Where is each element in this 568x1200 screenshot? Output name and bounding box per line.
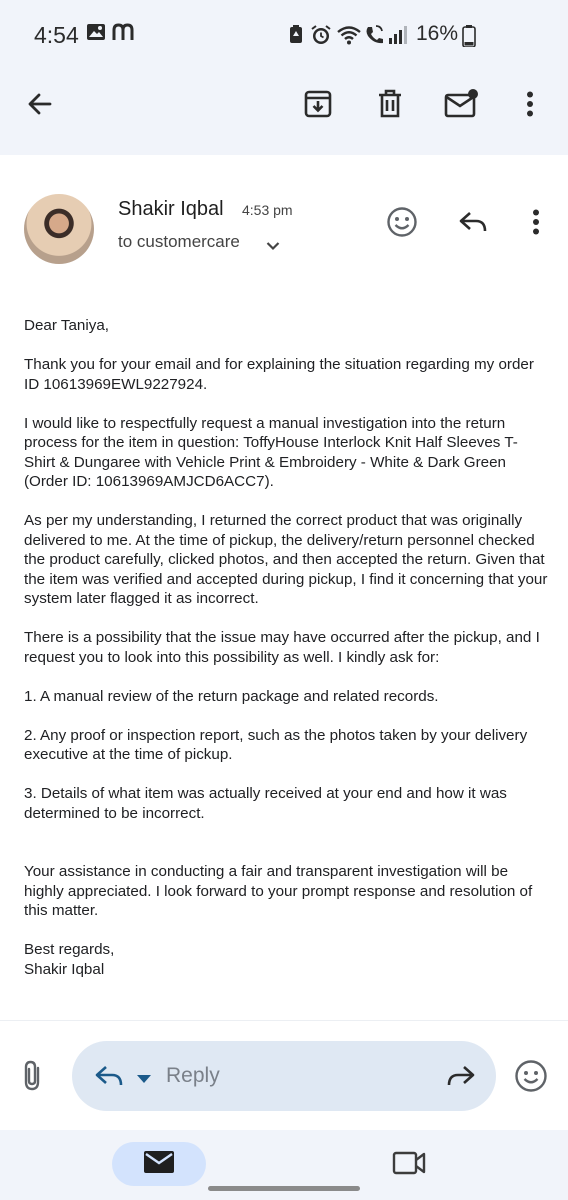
reply-options-caret-icon[interactable] bbox=[136, 1071, 152, 1089]
reply-icon bbox=[458, 209, 488, 240]
sent-time: 4:53 pm bbox=[242, 202, 293, 218]
body-paragraph: I would like to respectfully request a manual investigation into the return process for the item in question: ToffyHouse Interlock Knit Half Sleeves T-Shirt & Dungaree with Vehicle Print & Embroidery - White & Dark Green (Order ID: 10613969AMJCD6ACC7). bbox=[24, 414, 518, 490]
emoji-button[interactable] bbox=[514, 1059, 548, 1098]
attach-button[interactable] bbox=[18, 1059, 48, 1098]
mail-icon bbox=[143, 1149, 175, 1180]
trash-icon bbox=[377, 89, 403, 124]
reply-bar bbox=[0, 1020, 568, 1130]
nav-mail-tab[interactable] bbox=[112, 1142, 206, 1186]
add-reaction-button[interactable] bbox=[384, 206, 420, 242]
signature: Best regards, Shakir Iqbal bbox=[24, 941, 115, 978]
sender-name[interactable]: Shakir Iqbal bbox=[118, 198, 224, 220]
alarm-icon bbox=[310, 24, 332, 51]
wifi-icon bbox=[336, 24, 362, 51]
forward-icon[interactable] bbox=[446, 1063, 476, 1094]
body-paragraph: Your assistance in conducting a fair and transparent investigation will be highly appreciated. I look forward to your prompt response and resolution of this matter. bbox=[24, 863, 533, 919]
reply-input[interactable] bbox=[72, 1041, 496, 1111]
paperclip-icon bbox=[18, 1080, 48, 1097]
body-paragraph: 3. Details of what item was actually received at your end and how it was determined to be incorrect. bbox=[24, 785, 507, 822]
status-time: 4:54 bbox=[34, 22, 79, 48]
chevron-down-icon[interactable] bbox=[266, 238, 280, 256]
app-m-icon bbox=[112, 22, 134, 47]
mark-unread-button[interactable] bbox=[441, 86, 481, 126]
delete-button[interactable] bbox=[370, 86, 410, 126]
email-toolbar bbox=[0, 72, 568, 140]
mail-unread-icon bbox=[444, 89, 478, 124]
nav-meet-tab[interactable] bbox=[392, 1150, 426, 1181]
body-paragraph: Thank you for your email and for explaining the situation regarding my order ID 10613969EWL9227924. bbox=[24, 356, 534, 393]
battery-saver-icon bbox=[288, 24, 304, 49]
status-bar bbox=[0, 0, 568, 70]
back-button[interactable] bbox=[20, 86, 60, 126]
emoji-icon bbox=[514, 1080, 548, 1097]
body-paragraph: Dear Taniya, bbox=[24, 317, 109, 334]
email-body bbox=[24, 316, 549, 999]
gallery-icon bbox=[86, 22, 106, 47]
emoji-icon bbox=[386, 206, 418, 243]
archive-button[interactable] bbox=[298, 86, 338, 126]
sender-avatar[interactable] bbox=[24, 194, 94, 264]
sender-header bbox=[0, 170, 568, 280]
battery-percent: 16% bbox=[416, 22, 459, 45]
reply-button[interactable] bbox=[455, 206, 491, 242]
gesture-handle[interactable] bbox=[208, 1186, 360, 1191]
body-paragraph: There is a possibility that the issue may have occurred after the pickup, and I request you to look into this possibility as well. I kindly ask for: bbox=[24, 629, 540, 666]
more-vert-icon bbox=[532, 209, 540, 240]
battery-icon bbox=[462, 25, 476, 52]
recipient-label[interactable]: to customercare bbox=[118, 232, 240, 251]
reply-placeholder: Reply bbox=[166, 1064, 220, 1087]
back-arrow-icon bbox=[26, 90, 54, 123]
more-options-button[interactable] bbox=[510, 86, 550, 126]
more-vert-icon bbox=[526, 91, 534, 122]
signal-icon bbox=[388, 26, 410, 49]
video-camera-icon bbox=[392, 1163, 426, 1180]
body-paragraph: 1. A manual review of the return package and related records. bbox=[24, 687, 439, 705]
reply-icon bbox=[94, 1063, 124, 1094]
message-more-button[interactable] bbox=[518, 206, 554, 242]
archive-icon bbox=[303, 89, 333, 124]
wifi-calling-icon bbox=[364, 24, 384, 51]
body-paragraph: 2. Any proof or inspection report, such as the photos taken by your delivery executive at the time of pickup. bbox=[24, 726, 528, 763]
body-paragraph: As per my understanding, I returned the correct product that was originally delivered to me. At the time of pickup, the delivery/return personnel checked the product carefully, clicked photos, and then accepted the return. Given that the item was verified and accepted during pickup, I find it concerning that your system later flagged it as incorrect. bbox=[24, 512, 548, 607]
